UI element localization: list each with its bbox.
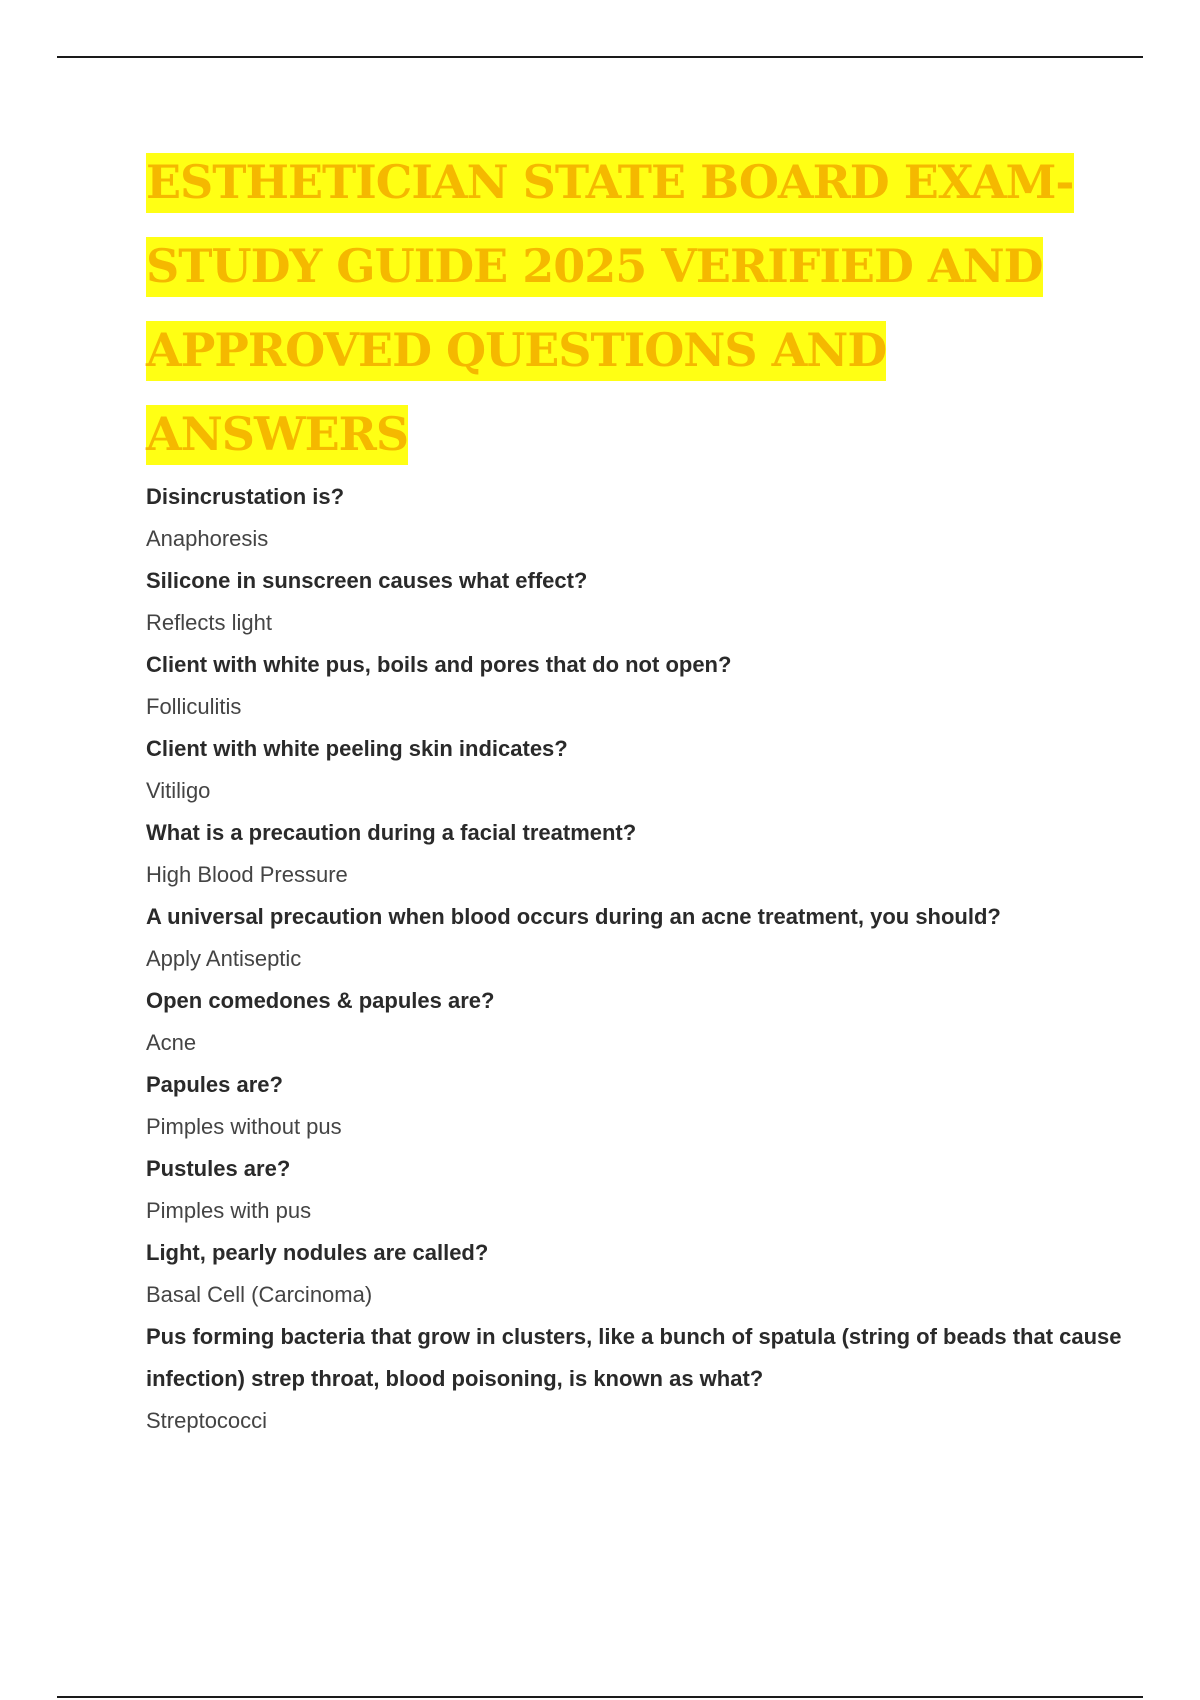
qa-item: [146, 728, 1126, 812]
answer-text: Apply Antiseptic: [146, 946, 302, 971]
qa-item: [146, 1064, 1126, 1148]
qa-item: [146, 1148, 1126, 1232]
question-text: Papules are?: [146, 1072, 283, 1097]
title-highlight: ESTHETICIAN STATE BOARD EXAM- STUDY GUIDE 2025 VERIFIED AND APPROVED QUESTIONS AND ANSWERS: [146, 153, 1074, 465]
qa-list: [146, 476, 1126, 1442]
qa-item: [146, 812, 1126, 896]
question-text: Disincrustation is?: [146, 484, 345, 509]
qa-item: [146, 1316, 1126, 1442]
qa-item: [146, 644, 1126, 728]
answer-text: Vitiligo: [146, 778, 211, 803]
question-text: What is a precaution during a facial treatment?: [146, 820, 637, 845]
qa-item: [146, 476, 1126, 560]
qa-item: [146, 896, 1126, 980]
answer-text: Pimples without pus: [146, 1114, 342, 1139]
answer-text: Basal Cell (Carcinoma): [146, 1282, 373, 1307]
question-text: Light, pearly nodules are called?: [146, 1240, 489, 1265]
answer-text: Acne: [146, 1030, 197, 1055]
question-text: Pus forming bacteria that grow in clusters, like a bunch of spatula (string of beads that cause infection) strep throat, blood poisoning, is known as what?: [146, 1324, 1122, 1391]
answer-text: High Blood Pressure: [146, 862, 348, 887]
answer-text: Folliculitis: [146, 694, 242, 719]
answer-text: Reflects light: [146, 610, 272, 635]
qa-item: [146, 560, 1126, 644]
question-text: Open comedones & papules are?: [146, 988, 495, 1013]
question-text: Client with white peeling skin indicates?: [146, 736, 568, 761]
document-body: [146, 140, 1126, 1442]
question-text: Silicone in sunscreen causes what effect?: [146, 568, 588, 593]
answer-text: Pimples with pus: [146, 1198, 312, 1223]
answer-text: Streptococci: [146, 1408, 268, 1433]
question-text: Client with white pus, boils and pores that do not open?: [146, 652, 732, 677]
question-text: Pustules are?: [146, 1156, 291, 1181]
document-title: [146, 140, 1126, 476]
top-rule: [57, 56, 1143, 58]
question-text: A universal precaution when blood occurs during an acne treatment, you should?: [146, 904, 1001, 929]
answer-text: Anaphoresis: [146, 526, 269, 551]
qa-item: [146, 1232, 1126, 1316]
qa-item: [146, 980, 1126, 1064]
bottom-rule: [57, 1696, 1143, 1698]
